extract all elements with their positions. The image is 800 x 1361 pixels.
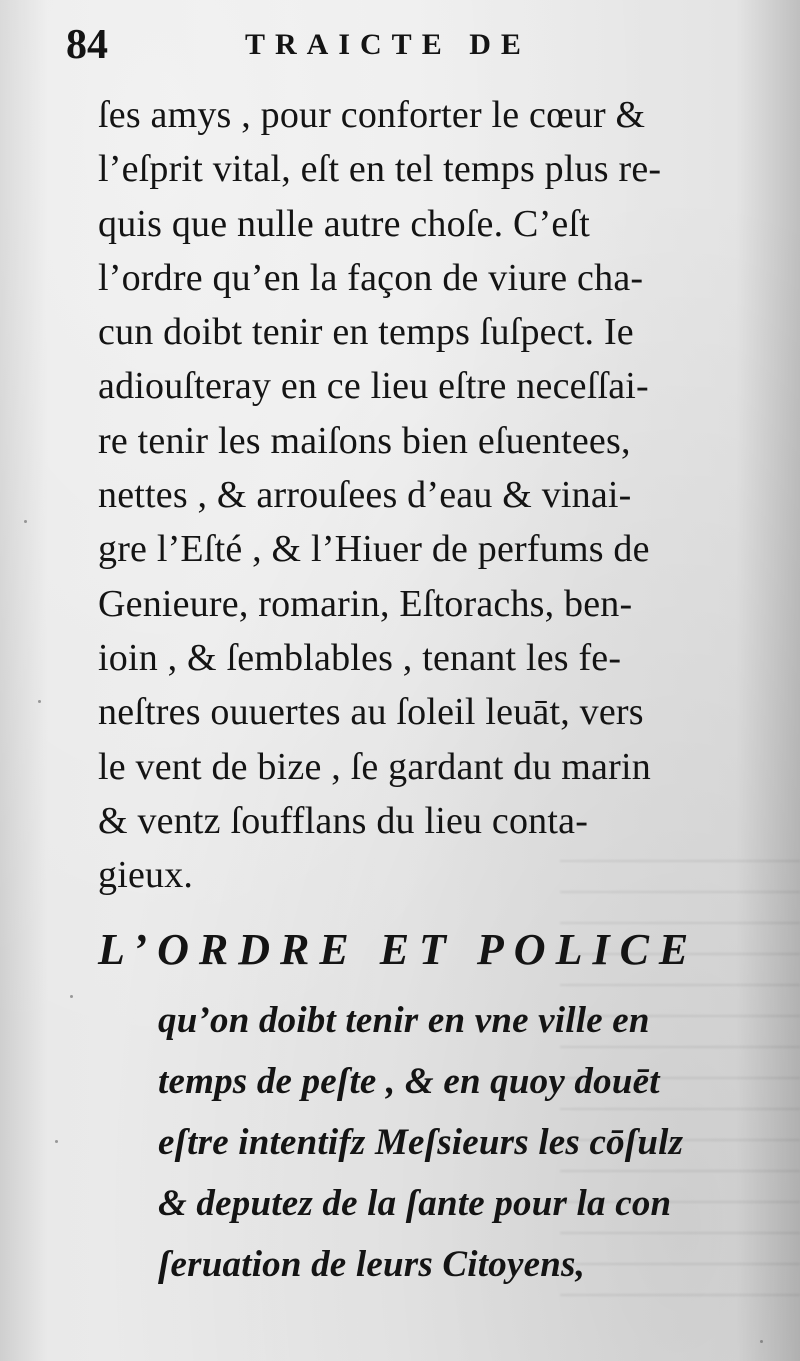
page-header [60,20,760,70]
text-line: & ventz ſoufflans du lieu conta- [98,799,589,842]
text-line: l’eſprit vital, eſt en tel temps plus re- [98,148,662,191]
subheading-line: & deputez de la ſante pour la con [158,1183,672,1224]
page-number: 84 [66,22,108,68]
paper-speck [38,700,41,703]
paper-speck [24,520,27,523]
paper-speck [760,1340,763,1343]
body-text [98,88,788,902]
text-line: gre l’Eſté , & l’Hiuer de perfums de [98,528,650,571]
text-line: ſes amys , pour conforter le cœur & [98,94,646,136]
section-subheading [158,990,778,1295]
text-line: Genieure, romarin, Eſtorachs, ben- [98,582,633,625]
text-line: re tenir les maiſons bien eſuentees, [98,419,631,462]
text-line: l’ordre qu’en la façon de viure cha- [98,256,644,299]
text-line: quis que nulle autre choſe. C’eſt [98,202,591,245]
text-line: nettes , & arrouſees d’eau & vinai- [98,474,632,517]
subheading-line: eſtre intentifz Meſsieurs les cōſulz [158,1122,684,1163]
paper-speck [55,1140,58,1143]
text-line: le vent de bize , ſe gardant du marin [98,745,651,788]
text-line: gieux. [98,854,194,897]
text-line: adiouſteray en ce lieu eſtre neceſſai- [98,365,649,408]
running-title: TRAICTE DE [245,28,531,61]
subheading-line: qu’on doibt tenir en vne ville en [158,1000,650,1041]
paper-speck [70,995,73,998]
subheading-line: temps de peſte , & en quoy douēt [158,1061,660,1102]
text-line: neſtres ouuertes au ſoleil leuāt, vers [98,691,644,734]
text-line: cun doibt tenir en temps ſuſpect. Ie [98,311,634,354]
section-heading: L’ORDRE ET POLICE [98,925,699,974]
text-line: ioin , & ſemblables , tenant les fe- [98,636,622,679]
subheading-line: ſeruation de leurs Citoyens, [158,1244,586,1285]
